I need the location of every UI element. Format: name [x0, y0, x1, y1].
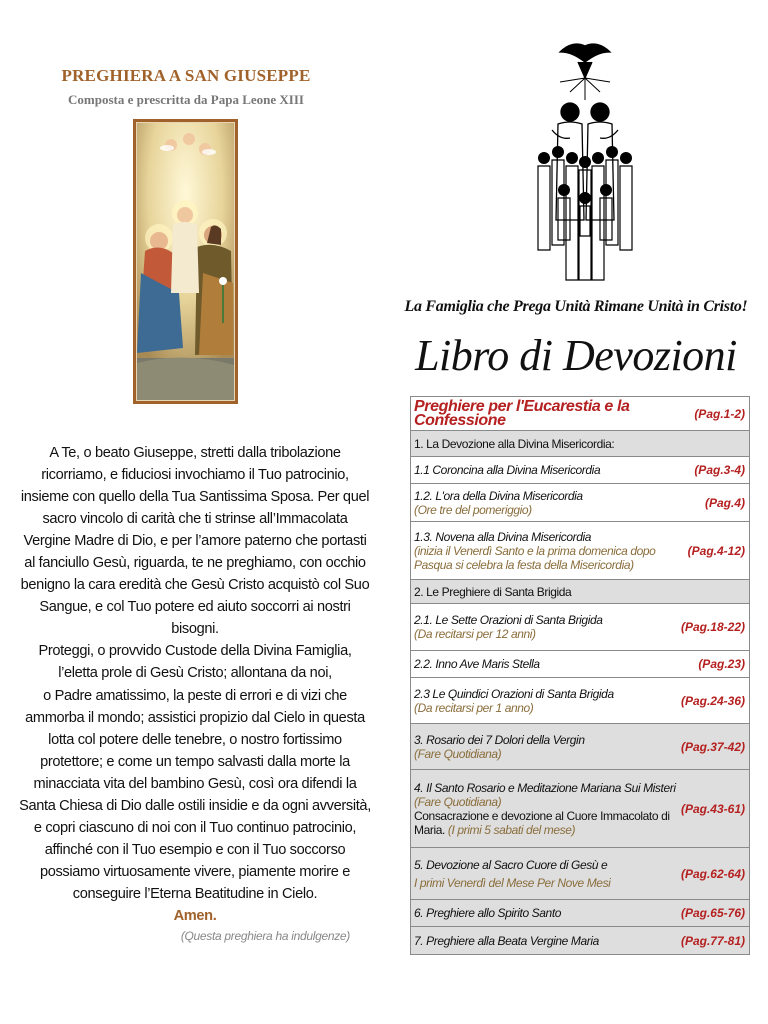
toc-row — [411, 604, 749, 651]
holy-family-icon — [137, 123, 234, 400]
toc-row — [411, 457, 749, 484]
prayer-text — [18, 442, 372, 927]
toc-page-ref: (Pag.1-2) — [694, 406, 745, 421]
toc-entry-title: 2. Le Preghiere di Santa Brigida — [414, 584, 572, 599]
toc-entry-title: 1.1 Coroncina alla Divina Misericordia — [414, 463, 601, 477]
toc-entry-title: 5. Devozione al Sacro Cuore di Gesù e — [414, 857, 608, 872]
table-of-contents — [410, 396, 750, 955]
toc-entry-title: 1.3. Novena alla Divina Misericordia — [414, 529, 592, 544]
toc-row — [411, 431, 749, 457]
toc-page-ref: (Pag.37-42) — [680, 739, 745, 754]
toc-entry-note: (Fare Quotidiana) — [414, 794, 502, 809]
toc-page-ref: (Pag.23) — [698, 657, 745, 671]
toc-entry-note: (Da recitarsi per 1 anno) — [414, 700, 534, 715]
toc-entry-title: Preghiere per l'Eucarestia e la Confessione — [414, 397, 630, 429]
toc-row — [411, 848, 749, 900]
toc-entry-title: 1. La Devozione alla Divina Misericordia: — [414, 436, 615, 451]
toc-row — [411, 678, 749, 724]
toc-entry-note: (I primi 5 sabati del mese) — [447, 822, 576, 837]
toc-row — [411, 927, 749, 954]
toc-entry-title: 2.3 Le Quindici Orazioni di Santa Brigida — [414, 686, 614, 701]
toc-entry-note: (Da recitarsi per 12 anni) — [414, 627, 536, 641]
toc-row — [411, 580, 749, 604]
toc-entry-title: 3. Rosario dei 7 Dolori della Vergin — [414, 732, 585, 747]
holy-family-image — [133, 119, 238, 404]
toc-page-ref: (Pag.24-36) — [680, 693, 745, 708]
toc-entry-note: (Fare Quotidiana) — [414, 746, 502, 761]
toc-entry-title: 1.2. L'ora della Divina Misericordia — [414, 488, 583, 503]
toc-entry-title: 2.1. Le Sette Orazioni di Santa Brigida — [414, 613, 603, 627]
toc-row — [411, 484, 749, 522]
toc-row — [411, 900, 749, 927]
toc-page-ref: (Pag.65-76) — [680, 906, 745, 920]
indulgence-note: (Questa preghiera ha indulgenze) — [180, 929, 350, 943]
amen-text: Amen. — [173, 907, 217, 924]
toc-row — [411, 724, 749, 770]
toc-entry-title: 4. Il Santo Rosario e Meditazione Mariana Sui Misteri — [414, 780, 676, 795]
toc-page-ref: (Pag.62-64) — [680, 866, 745, 881]
toc-entry-note: I primi Venerdì del Mese Per Nove Mesi — [414, 875, 611, 890]
toc-row — [411, 397, 749, 431]
toc-row — [411, 522, 749, 580]
toc-entry-title: 2.2. Inno Ave Maris Stella — [414, 657, 540, 671]
toc-page-ref: (Pag.43-61) — [680, 801, 745, 816]
prayer-paragraph: A Te, o beato Giuseppe, stretti dalla tribolazione ricorriamo, e fiduciosi invochiamo il Tuo patrocinio, insieme con quello della Tua Santissima Sposa. Per quel sacro vincolo di carità che ti strinse all’Immacolata Vergine Madre di Dio, e per l’amore paterno che portasti al fanciullo Gesù, riguarda, te ne preghiamo, con occhio benigno la cara eredità che Gesù Cristo acquistò col Suo Sangue, e col Tuo potere ed aiuto soccorri ai nostri bisogni. — [20, 445, 370, 638]
motto: La Famiglia che Prega Unità Rimane Unità in Cristo! — [404, 298, 748, 315]
toc-row — [411, 651, 749, 678]
toc-entry-note: (Ore tre del pomeriggio) — [414, 502, 532, 517]
family-prayer-icon — [530, 40, 640, 290]
toc-page-ref: (Pag.4-12) — [687, 543, 745, 558]
prayer-paragraph: Proteggi, o provvido Custode della Divina Famiglia, l’eletta prole di Gesù Cristo; allontana da noi, — [38, 643, 352, 682]
toc-page-ref: (Pag.77-81) — [680, 933, 745, 948]
prayer-subtitle: Composta e prescritta da Papa Leone XIII — [68, 92, 304, 107]
toc-row — [411, 770, 749, 848]
toc-entry-title: 6. Preghiere allo Spirito Santo — [414, 906, 562, 920]
prayer-title: PREGHIERA A SAN GIUSEPPE — [61, 66, 311, 85]
toc-page-ref: (Pag.4) — [704, 495, 745, 510]
toc-entry-subtitle: Consacrazione e devozione al Cuore Immacolato di Maria. — [414, 808, 670, 837]
book-title: Libro di Devozioni — [415, 331, 737, 380]
toc-entry-note: (inizia il Venerdì Santo e la prima domenica dopo Pasqua si celebra la festa della Misericordia) — [414, 543, 656, 572]
toc-page-ref: (Pag.18-22) — [680, 620, 745, 634]
prayer-paragraph: o Padre amatissimo, la peste di errori e di vizi che ammorba il mondo; assistici propizio dal Cielo in questa lotta col potere delle tenebre, o nostro fortissimo protettore; e come un tempo salvasti dalla morte la minacciata vita del bambino Gesù, così ora difendi la Santa Chiesa di Dio dalle ostili insidie e da ogni avversità, e copri ciascuno di noi con il Tuo continuo patrocinio, affinché con il Tuo esempio e con il Tuo soccorso possiamo virtuosamente vivere, piamente morire e conseguire l’Eterna Beatitudine in Cielo. — [19, 687, 371, 902]
toc-entry-title: 7. Preghiere alla Beata Vergine Maria — [414, 933, 599, 948]
toc-page-ref: (Pag.3-4) — [694, 463, 745, 477]
